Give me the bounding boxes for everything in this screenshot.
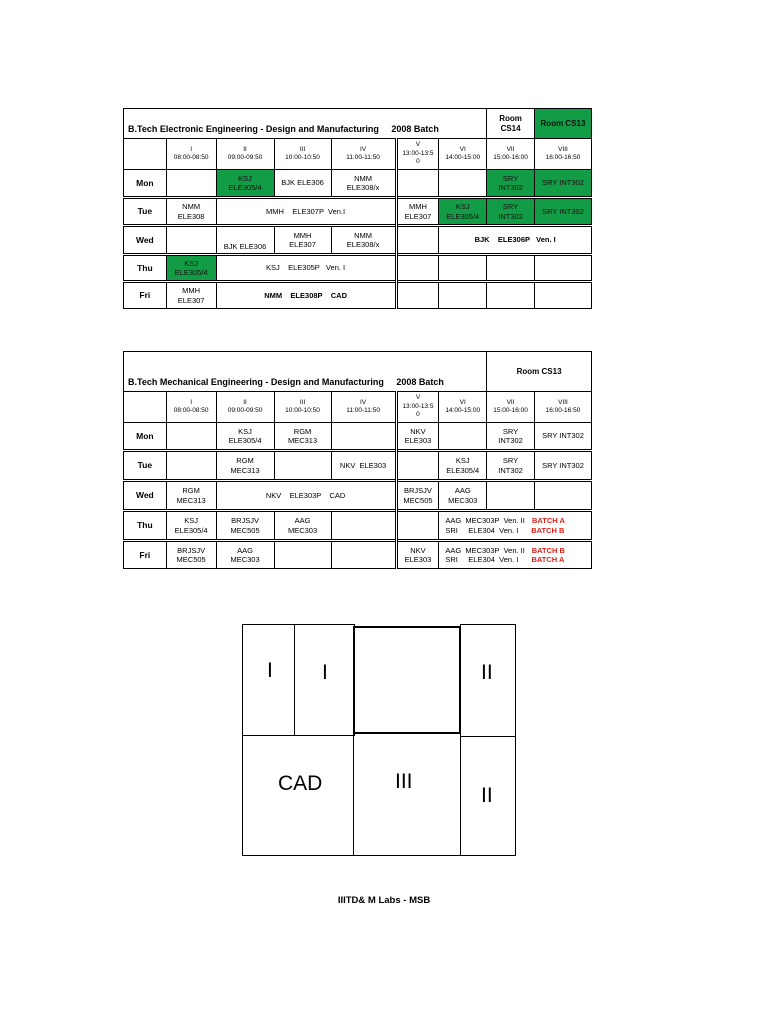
- day-label: Mon: [124, 170, 167, 198]
- slot-cell: SRY INT302: [534, 170, 591, 198]
- day-label: Fri: [124, 541, 167, 569]
- slot-cell: [487, 481, 535, 511]
- day-label: Wed: [124, 226, 167, 255]
- slot-cell: [396, 451, 439, 481]
- slot-cell: MMH ELE307: [274, 226, 331, 255]
- day-label: Tue: [124, 198, 167, 226]
- slot-cell: BJK ELE306P Ven. I: [439, 226, 592, 255]
- batch-schedule-cell: [439, 511, 592, 541]
- slot-cell: [396, 170, 439, 198]
- mechanical-room-cs13: Room CS13: [487, 352, 592, 392]
- lab-room: [242, 624, 295, 736]
- batch-label: BATCH B: [531, 525, 565, 535]
- slot-cell: SRY INT302: [534, 423, 591, 451]
- slot-cell: [166, 423, 216, 451]
- period-header: II 09:00-09:50: [216, 139, 274, 170]
- mechanical-title: B.Tech Mechanical Engineering - Design and Manufacturing 2008 Batch: [124, 352, 487, 392]
- slot-cell: BRJSJV MEC505: [216, 511, 274, 541]
- slot-cell: [274, 451, 331, 481]
- lab-room-label: II: [481, 661, 493, 684]
- period-header: III 10:00-10:50: [274, 392, 331, 423]
- slot-cell: [439, 170, 487, 198]
- lab-room: [294, 624, 355, 736]
- slot-cell: SRY INT302: [487, 170, 535, 198]
- slot-cell: [439, 255, 487, 282]
- slot-cell: NKV ELE303P CAD: [216, 481, 396, 511]
- slot-cell: [487, 282, 535, 309]
- lab-room-label: III: [395, 770, 413, 793]
- slot-cell: RGM MEC313: [166, 481, 216, 511]
- period-header: VI 14:00-15:00: [439, 139, 487, 170]
- batch-line: SRI ELE304 Ven. I: [445, 525, 519, 535]
- slot-cell: SRY INT302: [487, 423, 535, 451]
- slot-cell: SRY INT302: [534, 451, 591, 481]
- batch-schedule-cell: [439, 541, 592, 569]
- slot-cell: KSJ ELE305P Ven. I: [216, 255, 396, 282]
- lab-room-label: II: [481, 784, 493, 807]
- slot-cell: [534, 282, 591, 309]
- slot-cell: MMH ELE307: [166, 282, 216, 309]
- day-label: Thu: [124, 255, 167, 282]
- slot-cell: [439, 282, 487, 309]
- slot-cell: SRY INT302: [487, 451, 535, 481]
- slot-cell: AAG MEC303: [274, 511, 331, 541]
- period-header: VIII 16:00-16:50: [534, 139, 591, 170]
- period-header: I 08:00-08:50: [166, 392, 216, 423]
- lab-floor-plan: [242, 624, 516, 856]
- slot-cell: BRJSJV MEC505: [166, 541, 216, 569]
- period-header: VII 15:00-16:00: [487, 139, 535, 170]
- slot-cell: NKV ELE303: [396, 541, 439, 569]
- slot-cell: NKV ELE303: [396, 423, 439, 451]
- lab-room: [353, 733, 461, 856]
- slot-cell: [396, 511, 439, 541]
- slot-cell: RGM MEC313: [216, 451, 274, 481]
- batch-label: BATCH A: [532, 516, 565, 526]
- slot-cell: [396, 255, 439, 282]
- lab-room: [460, 736, 516, 856]
- electronic-room-cs14: Room CS14: [487, 109, 535, 139]
- slot-cell: NKV ELE303: [331, 451, 396, 481]
- day-label: Tue: [124, 451, 167, 481]
- batch-line: SRI ELE304 Ven. I: [445, 555, 519, 564]
- period-header: III 10:00-10:50: [274, 139, 331, 170]
- slot-cell: BRJSJV MEC505: [396, 481, 439, 511]
- lab-room: [242, 735, 354, 856]
- slot-cell: BJK ELE306: [216, 226, 274, 255]
- corner-cell: [124, 139, 167, 170]
- batch-label: BATCH B: [531, 545, 565, 555]
- slot-cell: [166, 451, 216, 481]
- slot-cell: [331, 511, 396, 541]
- slot-cell: [534, 481, 591, 511]
- slot-cell: KSJ ELE305/4: [216, 170, 274, 198]
- period-header: VI 14:00-15:00: [439, 392, 487, 423]
- slot-cell: NMM ELE308/x: [331, 170, 396, 198]
- day-label: Wed: [124, 481, 167, 511]
- slot-cell: AAG MEC303: [216, 541, 274, 569]
- electronic-timetable: [123, 108, 592, 309]
- period-header: V 13:00-13:5 0: [396, 392, 439, 423]
- slot-cell: BJK ELE306: [274, 170, 331, 198]
- slot-cell: NMM ELE308: [166, 198, 216, 226]
- slot-cell: [166, 226, 216, 255]
- slot-cell: AAG MEC303: [439, 481, 487, 511]
- slot-cell: [396, 282, 439, 309]
- day-label: Mon: [124, 423, 167, 451]
- slot-cell: [396, 226, 439, 255]
- slot-cell: [439, 423, 487, 451]
- corner-cell: [124, 392, 167, 423]
- slot-cell: KSJ ELE305/4: [216, 423, 274, 451]
- lab-room: [460, 624, 516, 737]
- slot-cell: KSJ ELE305/4: [166, 255, 216, 282]
- period-header: IV 11:00-11:50: [331, 139, 396, 170]
- period-header: VII 15:00-16:00: [487, 392, 535, 423]
- period-header: I 08:00-08:50: [166, 139, 216, 170]
- slot-cell: RGM MEC313: [274, 423, 331, 451]
- lab-room-label: CAD: [278, 772, 323, 795]
- slot-cell: [274, 541, 331, 569]
- slot-cell: SRY INT302: [487, 198, 535, 226]
- slot-cell: NMM ELE308P CAD: [216, 282, 396, 309]
- slot-cell: [331, 541, 396, 569]
- slot-cell: KSJ ELE305/4: [166, 511, 216, 541]
- period-header: IV 11:00-11:50: [331, 392, 396, 423]
- slot-cell: MMH ELE307: [396, 198, 439, 226]
- batch-line: AAG MEC303P Ven. II: [445, 545, 525, 555]
- period-header: V 13:00-13:5 0: [396, 139, 439, 170]
- batch-label: BATCH A: [531, 555, 565, 564]
- electronic-title: B.Tech Electronic Engineering - Design and Manufacturing 2008 Batch: [124, 109, 487, 139]
- slot-cell: KSJ ELE305/4: [439, 198, 487, 226]
- slot-cell: [331, 423, 396, 451]
- slot-cell: [534, 255, 591, 282]
- lab-room-label: I: [267, 659, 273, 682]
- mechanical-timetable: [123, 351, 592, 569]
- day-label: Thu: [124, 511, 167, 541]
- slot-cell: MMH ELE307P Ven.I: [216, 198, 396, 226]
- slot-cell: [487, 255, 535, 282]
- slot-cell: [166, 170, 216, 198]
- slot-cell: SRY INT302: [534, 198, 591, 226]
- electronic-room-cs13: Room CS13: [534, 109, 591, 139]
- slot-cell: NMM ELE308/x: [331, 226, 396, 255]
- lab-room: [353, 626, 461, 734]
- period-header: II 09:00-09:50: [216, 392, 274, 423]
- slot-cell: KSJ ELE305/4: [439, 451, 487, 481]
- lab-room-label: I: [322, 661, 328, 684]
- period-header: VIII 16:00-16:50: [534, 392, 591, 423]
- day-label: Fri: [124, 282, 167, 309]
- lab-caption: IIITD& M Labs - MSB: [337, 895, 431, 906]
- batch-line: AAG MEC303P Ven. II: [445, 516, 525, 526]
